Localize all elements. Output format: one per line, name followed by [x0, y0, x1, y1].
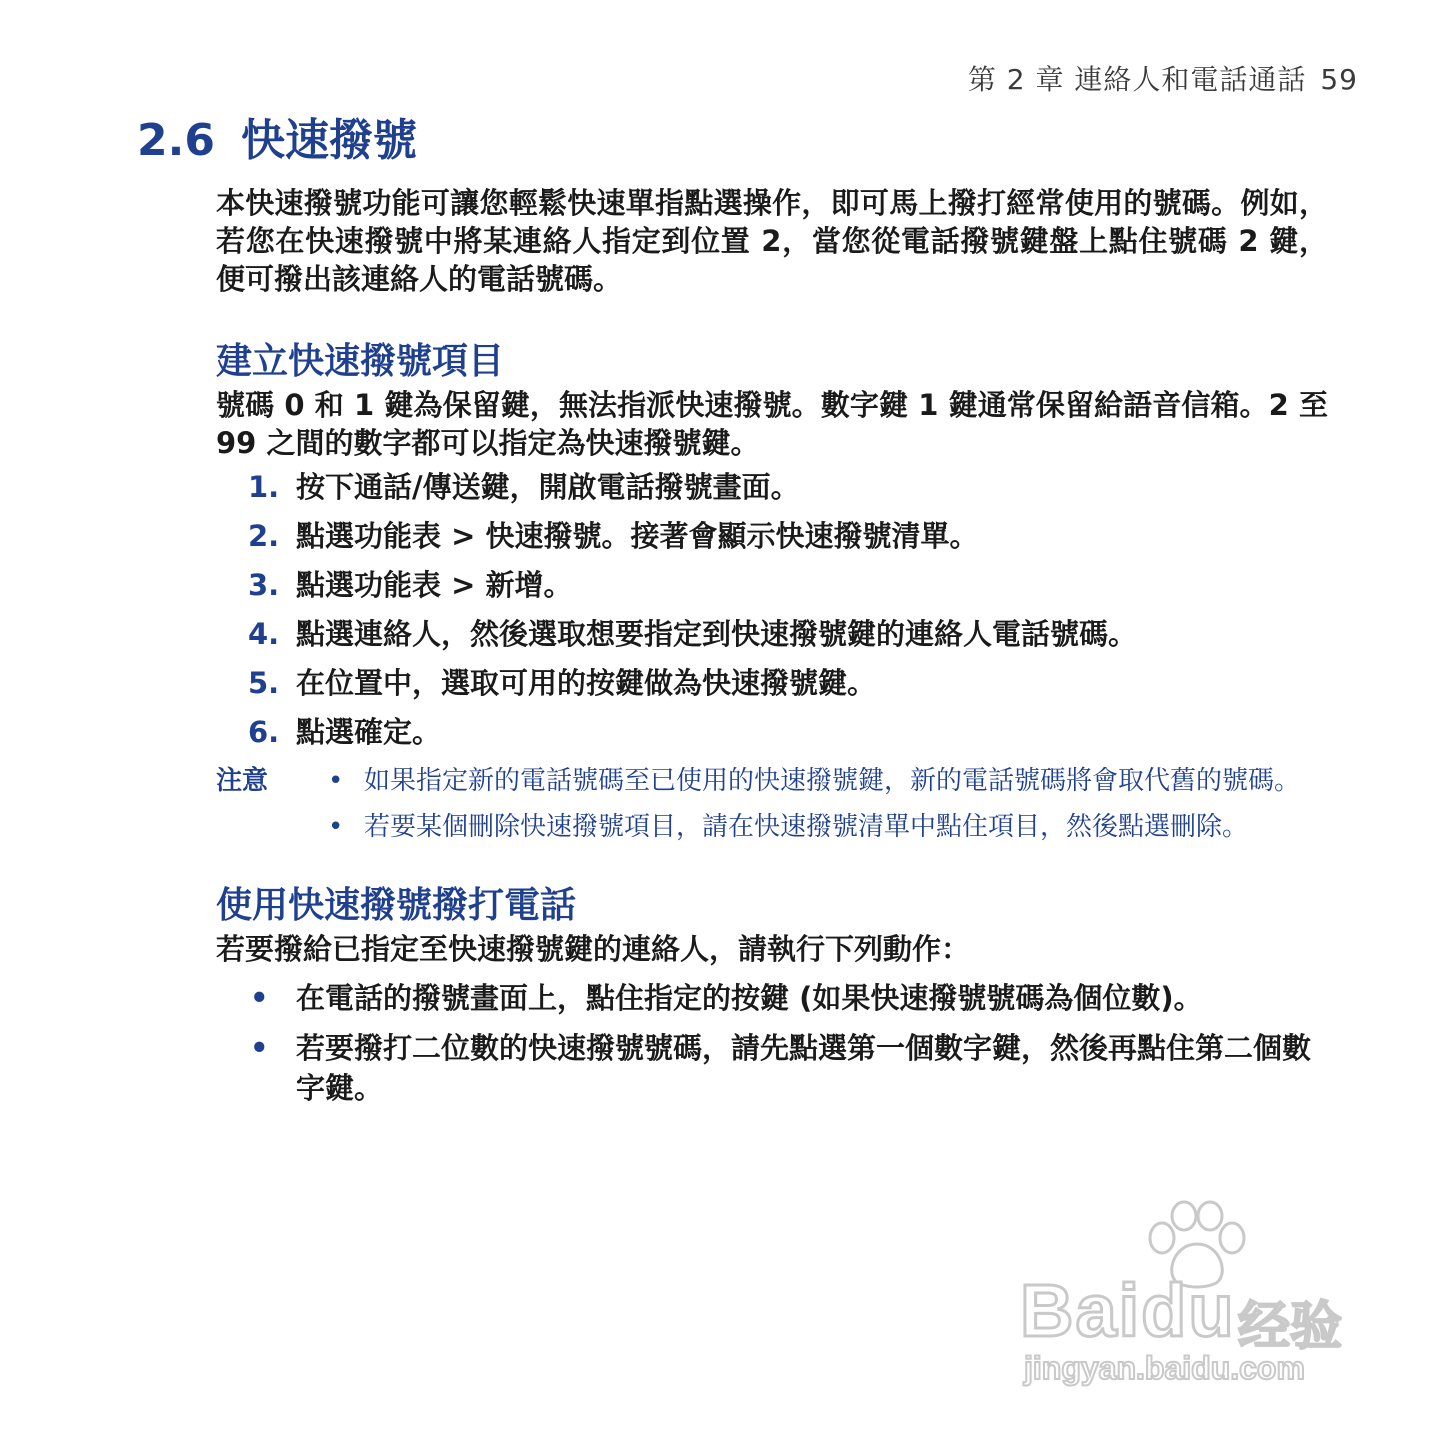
step-number: 5.: [248, 666, 280, 700]
bullet-text: 若要撥打二位數的快速撥號號碼，請先點選第一個數字鍵，然後再點住第二個數字鍵。: [296, 1031, 1312, 1105]
baidu-watermark: [1020, 1200, 1350, 1390]
section-intro: 本快速撥號功能可讓您輕鬆快速單指點選操作，即可馬上撥打經常使用的號碼。例如，若您在快速撥號中將某連絡人指定到位置 2，當您從電話撥號鍵盤上點住號碼 2 鍵，便可撥出該連絡人的電話號碼。: [216, 186, 1328, 296]
step-number: 2.: [248, 519, 280, 553]
main-content: [216, 184, 1328, 1118]
step-text: 點選連絡人，然後選取想要指定到快速撥號鍵的連絡人電話號碼。: [296, 617, 1138, 651]
note-list: [328, 764, 1328, 856]
bullet-icon: •: [328, 766, 344, 796]
list-item: [216, 978, 1328, 1018]
list-item: [216, 519, 1328, 553]
step-text: 點選確定。: [296, 715, 442, 749]
step-number: 4.: [248, 617, 280, 651]
list-item: [216, 715, 1328, 749]
steps-list: [216, 470, 1328, 749]
list-item: [216, 568, 1328, 602]
watermark-logo: Baidu: [1020, 1269, 1236, 1352]
list-item: [328, 810, 1328, 844]
note-text: 如果指定新的電話號碼至已使用的快速撥號鍵，新的電話號碼將會取代舊的號碼。: [364, 766, 1301, 796]
section-title: [137, 104, 417, 168]
list-item: [216, 1028, 1328, 1108]
bullet-icon: •: [250, 1031, 269, 1065]
page-header: [968, 58, 1358, 98]
create-heading: 建立快速撥號項目: [216, 341, 505, 382]
list-item: [328, 764, 1328, 798]
page-number: 59: [1320, 63, 1358, 96]
step-number: 3.: [248, 568, 280, 602]
step-number: 1.: [248, 470, 280, 504]
bullet-icon: •: [250, 981, 269, 1015]
section-number: 2.6: [137, 115, 215, 166]
use-list: [216, 978, 1328, 1108]
watermark-url: jingyan.baidu.com: [1024, 1350, 1305, 1386]
note-label: 注意: [216, 766, 269, 796]
chapter-title: 第 2 章 連絡人和電話通話: [967, 63, 1307, 96]
step-text: 點選功能表 > 新增。: [296, 568, 573, 602]
bullet-text: 在電話的撥號畫面上，點住指定的按鍵 (如果快速撥號號碼為個位數)。: [296, 981, 1203, 1015]
list-item: [216, 617, 1328, 651]
note-box: [216, 764, 1328, 856]
step-text: 點選功能表 > 快速撥號。接著會顯示快速撥號清單。: [296, 519, 979, 553]
list-item: [216, 666, 1328, 700]
use-heading: 使用快速撥號撥打電話: [216, 885, 577, 926]
watermark-logo-cn: 经验: [1238, 1297, 1343, 1357]
list-item: [216, 470, 1328, 504]
step-number: 6.: [248, 715, 280, 749]
step-text: 在位置中，選取可用的按鍵做為快速撥號鍵。: [296, 666, 877, 700]
note-text: 若要某個刪除快速撥號項目，請在快速撥號清單中點住項目，然後點選刪除。: [364, 812, 1249, 842]
use-intro: 若要撥給已指定至快速撥號鍵的連絡人，請執行下列動作：: [216, 932, 971, 966]
section-heading: 快速撥號: [241, 115, 417, 166]
step-text: 按下通話/傳送鍵，開啟電話撥號畫面。: [296, 470, 800, 504]
create-intro: 號碼 0 和 1 鍵為保留鍵，無法指派快速撥號。數字鍵 1 鍵通常保留給語音信箱。2 至 99 之間的數字都可以指定為快速撥號鍵。: [216, 388, 1328, 460]
bullet-icon: •: [328, 812, 344, 842]
